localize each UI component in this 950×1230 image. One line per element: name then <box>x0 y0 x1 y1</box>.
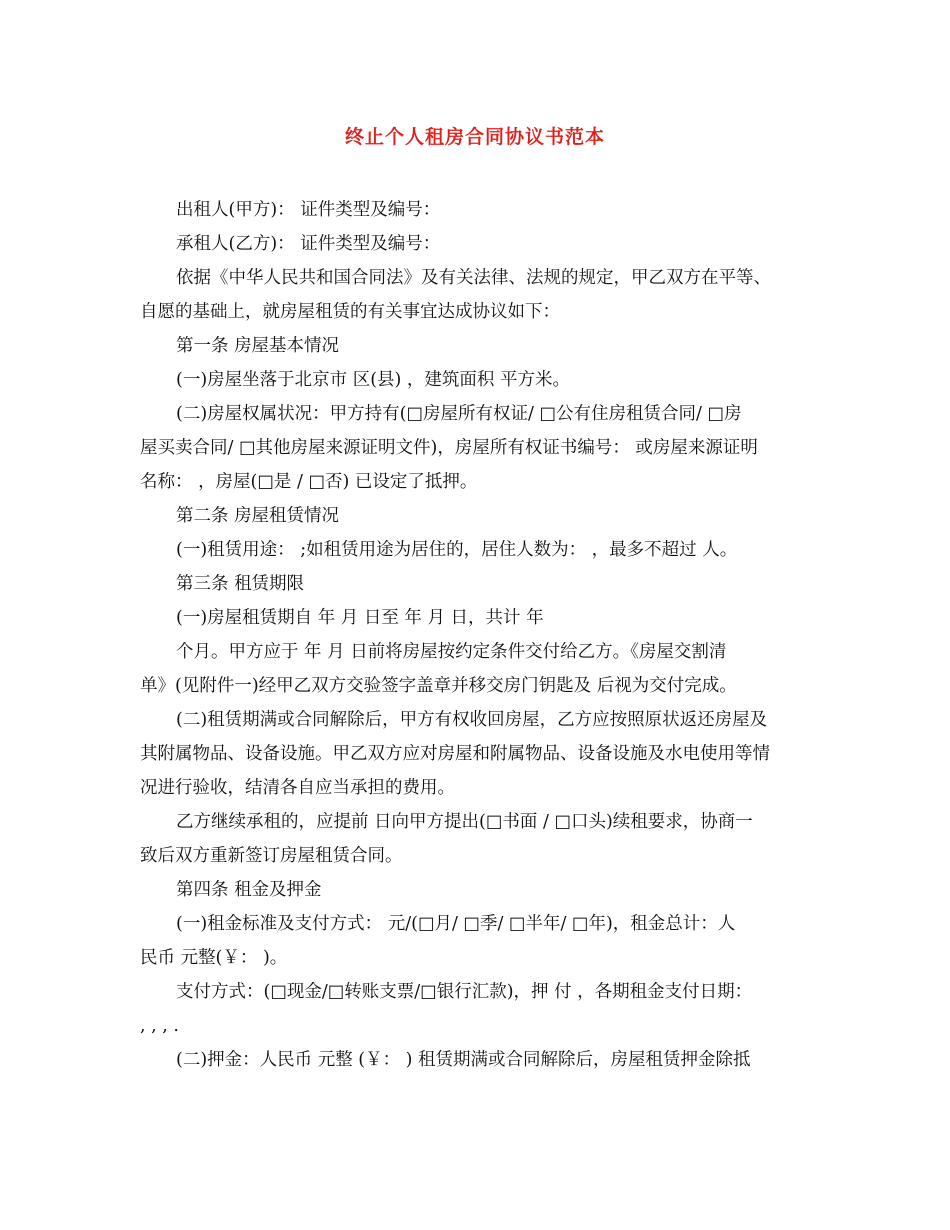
article-2-clause-1: (一)租赁用途： ;如租赁用途为居住的，居住人数为： ，最多不超过 人。 <box>176 540 738 560</box>
document-title: 终止个人租房合同协议书范本 <box>344 126 605 148</box>
article-3-clause-1-line-3: 单》(见附件一)经甲乙双方交验签字盖章并移交房门钥匙及 后视为交付完成。 <box>140 676 737 696</box>
article-1-clause-2-line-2: 屋买卖合同/ □其他房屋来源证明文件)，房屋所有权证书编号： 或房屋来源证明 <box>140 438 758 458</box>
article-4-heading: 第四条 租金及押金 <box>176 880 322 900</box>
renewal-line-2: 致后双方重新签订房屋租赁合同。 <box>140 846 403 866</box>
article-1-clause-2-line-3: 名称： ，房屋(□是 / □否) 已设定了抵押。 <box>140 472 478 492</box>
article-3-clause-2-line-2: 其附属物品、设备设施。甲乙双方应对房屋和附属物品、设备设施及水电使用等情 <box>140 744 770 764</box>
preamble-line-1: 依据《中华人民共和国合同法》及有关法律、法规的规定，甲乙双方在平等、 <box>176 268 771 288</box>
payment-method-line-2: , , , . <box>140 1016 179 1036</box>
article-4-clause-1-line-1: (一)租金标准及支付方式： 元/(□月/ □季/ □半年/ □年)，租金总计：人 <box>176 914 736 934</box>
article-3-clause-1-line-1: (一)房屋租赁期自 年 月 日至 年 月 日，共计 年 <box>176 608 544 628</box>
article-3-clause-1 <box>140 601 815 703</box>
document-body <box>140 193 815 1077</box>
article-1-clause-1: (一)房屋坐落于北京市 区(县) ，建筑面积 平方米。 <box>176 370 570 390</box>
article-4-clause-1-line-2: 民币 元整(￥： )。 <box>140 948 288 968</box>
article-3-heading: 第三条 租赁期限 <box>176 574 305 594</box>
renewal-paragraph <box>140 805 815 873</box>
preamble-paragraph <box>140 261 815 329</box>
article-1-clause-2-line-1: (二)房屋权属状况：甲方持有(□房屋所有权证/ □公有住房租赁合同/ □房 <box>176 404 742 424</box>
article-4-clause-1 <box>140 907 815 975</box>
lessor-line: 出租人(甲方)： 证件类型及编号： <box>176 200 441 220</box>
article-3-clause-2-line-1: (二)租赁期满或合同解除后，甲方有权收回房屋，乙方应按照原状返还房屋及 <box>176 710 768 730</box>
article-1-clause-2 <box>140 397 815 499</box>
article-1-heading: 第一条 房屋基本情况 <box>176 336 340 356</box>
lessee-line: 承租人(乙方)： 证件类型及编号： <box>176 234 441 254</box>
payment-method-paragraph <box>140 975 815 1043</box>
article-4-clause-2: (二)押金：人民币 元整 (￥： ) 租赁期满或合同解除后，房屋租赁押金除抵 <box>176 1050 751 1070</box>
article-3-clause-2 <box>140 703 815 805</box>
preamble-line-2: 自愿的基础上，就房屋租赁的有关事宜达成协议如下： <box>140 302 560 322</box>
article-3-clause-2-line-3: 况进行验收，结清各自应当承担的费用。 <box>140 778 455 798</box>
renewal-line-1: 乙方继续承租的，应提前 日向甲方提出(□书面 / □口头)续租要求，协商一 <box>176 812 753 832</box>
payment-method-line-1: 支付方式：(□现金/□转账支票/□银行汇款)，押 付 ，各期租金支付日期： <box>176 982 753 1002</box>
article-2-heading: 第二条 房屋租赁情况 <box>176 506 340 526</box>
article-3-clause-1-line-2: 个月。甲方应于 年 月 日前将房屋按约定条件交付给乙方。《房屋交割清 <box>176 642 727 662</box>
